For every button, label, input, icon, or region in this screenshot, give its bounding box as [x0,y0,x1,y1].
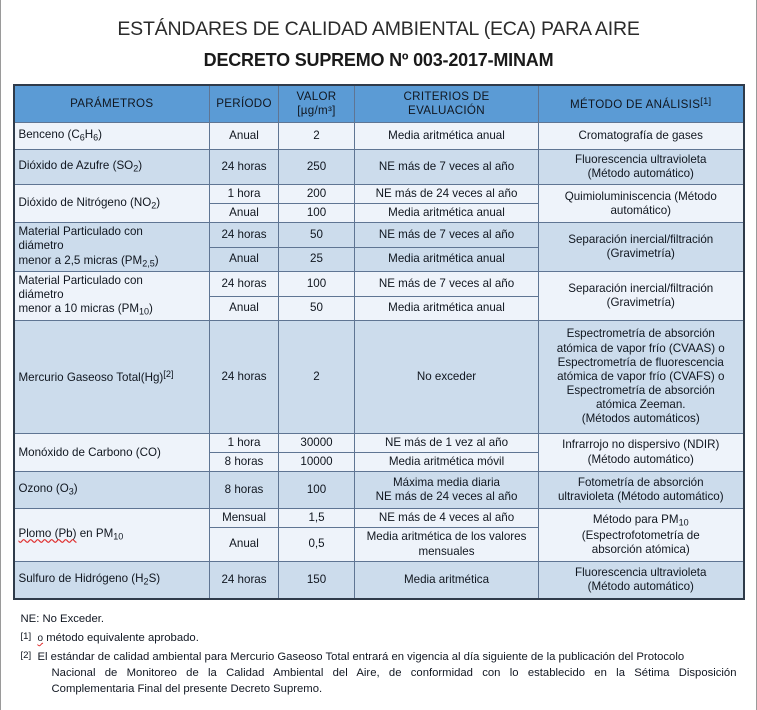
cell-method [539,472,744,509]
cell-method [539,561,744,599]
cell-value: 10000 [279,453,355,472]
param-line3-post: ) [154,253,159,267]
param-sub: 10 [138,306,150,317]
method-line2: (Método automático) [587,452,694,466]
cell-criteria: NE más de 7 veces al año [355,272,539,296]
table-row [14,433,744,452]
param-text: Mercurio Gaseoso Total(Hg) [18,370,164,384]
param-line1: Material Particulado con [18,225,143,239]
cell-criteria: No exceder [355,320,539,433]
footnote-1-misspelled-o: o [37,633,44,645]
cell-parameter [14,509,210,561]
param-sub: 6 [79,132,85,143]
cell-parameter [14,320,210,433]
cell-parameter: Monóxido de Carbono (CO) [14,433,210,471]
method-line2: (Método automático) [587,579,694,593]
param-line1: Material Particulado con [18,274,143,288]
cell-method [539,433,744,471]
method-line2: ultravioleta (Método automático) [557,490,724,504]
cell-method [539,223,744,272]
cell-parameter [14,561,210,599]
table-row [14,509,744,528]
param-line2: diámetro [18,288,64,302]
cell-criteria: NE más de 24 veces al año [355,185,539,204]
footnote-2-line2: Nacional de Monitoreo de la Calidad Ambiental del Aire, de conformidad con lo establecido en la Sétima Disposición [51,666,737,679]
table-row [14,472,744,509]
cell-method [539,150,744,185]
cell-value: 2 [279,123,355,150]
footnote-1-marker: [1] [20,631,32,643]
param-sub: 2,5 [142,258,155,269]
cell-parameter [14,185,210,223]
cell-parameter [14,472,210,509]
criterios-line2: EVALUACIÓN [408,104,485,117]
document-titles [1,0,756,71]
criteria-line1: Máxima media diaria [393,476,500,490]
cell-period: Anual [210,528,279,561]
table-row [14,320,744,433]
cell-parameter [14,223,210,272]
param-sub: 3 [68,487,74,497]
param-post: ) [138,159,143,173]
method-line2: (Espectrofotometría de [581,528,700,542]
cell-value: 50 [279,296,355,320]
method-line2: (Método automático) [587,167,694,180]
method-line1: Separación inercial/filtración [568,281,714,295]
page-title: ESTÁNDARES DE CALIDAD AMBIENTAL (ECA) PARA AIRE [117,18,640,40]
cell-value: 200 [279,185,355,204]
cell-method [539,509,744,561]
footnote-2 [21,649,737,698]
cell-criteria: Media aritmética anual [355,204,539,223]
cell-criteria: Media aritmética anual [355,123,539,150]
cell-parameter [14,272,210,321]
cell-criteria: Media aritmética anual [355,296,539,320]
cell-criteria: Media aritmética [355,561,539,599]
param-line3: menor a 10 micras (PM [18,302,139,316]
cell-value: 250 [279,150,355,185]
cell-value: 30000 [279,433,355,452]
cell-criteria: NE más de 7 veces al año [355,223,539,247]
method-line1: Fluorescencia ultravioleta [575,565,707,579]
table-row [14,123,744,150]
cell-method [539,272,744,321]
footnote-2-line3: Complementaria Final del presente Decreto Supremo. [51,683,323,696]
criteria-line1: Media aritmética de los valores [366,530,527,544]
param-line2: diámetro [18,239,64,253]
method-line1: Fluorescencia ultravioleta [575,152,707,166]
method-line1: Infrarrojo no dispersivo (NDIR) [562,438,720,452]
param-post: ) [98,128,103,142]
param-line3: menor a 2,5 micras (PM [18,253,143,267]
param-text: Ozono (O [18,482,69,496]
method-line1: Fotometría de absorción [577,476,704,490]
param-post: ) [73,482,78,496]
method-line1: Espectrometría de absorción [566,327,715,341]
footnotes [21,611,737,698]
cell-criteria: NE más de 1 vez al año [355,433,539,452]
method-line1: Quimioluminiscencia (Método [564,189,717,203]
cell-criteria: Media aritmética móvil [355,453,539,472]
cell-value: 25 [279,247,355,271]
cell-method [539,185,744,223]
method-line2: (Gravimetría) [606,296,675,310]
note-ne: NE: No Exceder. [20,612,105,625]
cell-period: 1 hora [210,185,279,204]
param-footnote-ref: [2] [163,368,174,379]
footnote-1 [21,630,737,647]
param-sub: 2 [151,200,157,211]
cell-value: 2 [279,320,355,433]
param-sub: 10 [113,531,124,542]
param-text-misspelled: Plomo (Pb) [18,527,77,541]
cell-value: 100 [279,472,355,509]
cell-criteria [355,528,539,561]
cell-period: Mensual [210,509,279,528]
table-row [14,272,744,296]
cell-method [539,320,744,433]
column-header-periodo: PERÍODO [210,85,279,123]
cell-period: 8 horas [210,453,279,472]
valor-units: [µg/m³] [297,104,336,117]
method-line2: automático) [610,203,672,217]
param-post: ) [156,195,161,209]
method-line3: absorción atómica) [591,542,690,556]
cell-value: 100 [279,272,355,296]
cell-criteria: Media aritmética anual [355,247,539,271]
param-text: Sulfuro de Hidrógeno (H [18,571,144,585]
column-header-metodo [539,85,744,123]
method-line3: Espectrometría de fluorescencia [557,355,724,369]
cell-value: 1,5 [279,509,355,528]
param-post: S) [148,571,161,585]
method-line1: Método para PM [592,513,679,527]
eca-standards-table [13,84,745,600]
param-sub: 2 [133,163,139,174]
method-line7: (Métodos automáticos) [581,412,700,426]
footnote-1-text: método equivalente aprobado. [46,632,199,645]
footnote-2-line1: El estándar de calidad ambiental para Mercurio Gaseoso Total entrará en vigencia al día siguiente de la publicación del Protocolo [37,650,685,663]
footnote-2-body [38,649,737,698]
cell-period: Anual [210,296,279,320]
column-header-valor [279,85,355,123]
table-row [14,185,744,204]
cell-period: Anual [210,247,279,271]
cell-criteria: NE más de 7 veces al año [355,150,539,185]
metodo-label: MÉTODO DE ANÁLISIS [570,97,701,111]
cell-parameter [14,123,210,150]
method-sub: 10 [678,517,689,528]
method-line5: Espectrometría de absorción [566,384,715,398]
cell-method: Cromatografía de gases [539,123,744,150]
cell-period: 1 hora [210,433,279,452]
param-text: Dióxido de Nitrógeno (NO [18,195,152,209]
metodo-footnote-ref: [1] [700,95,712,106]
cell-parameter [14,150,210,185]
cell-period: Anual [210,204,279,223]
cell-value: 150 [279,561,355,599]
method-line2: (Gravimetría) [606,247,675,261]
cell-period: 24 horas [210,561,279,599]
page-subtitle: DECRETO SUPREMO Nº 003-2017-MINAM [203,50,554,70]
table-header-row [14,85,744,123]
cell-period: 8 horas [210,472,279,509]
table-row [14,561,744,599]
param-sub2: 6 [93,132,99,143]
param-sub: 2 [143,576,149,587]
cell-period: 24 horas [210,223,279,247]
cell-period: 24 horas [210,272,279,296]
cell-value: 50 [279,223,355,247]
table-row [14,150,744,185]
column-header-criterios [355,85,539,123]
criteria-line2: NE más de 24 veces al año [375,490,518,504]
valor-label: VALOR [296,89,337,103]
param-line3-post: ) [149,302,153,316]
param-mid: H [84,128,94,142]
cell-period: 24 horas [210,320,279,433]
criteria-line2: mensuales [418,544,475,558]
footnote-1-body [38,630,737,647]
method-line4: atómica de vapor frío (CVAFS) o [557,369,725,383]
cell-value: 0,5 [279,528,355,561]
table-row [14,223,744,247]
param-mid: en PM [76,527,114,541]
column-header-parametros: PARÁMETROS [14,85,210,123]
cell-criteria [355,472,539,509]
param-text: Dióxido de Azufre (SO [18,159,134,173]
param-text: Benceno (C [18,128,80,142]
cell-value: 100 [279,204,355,223]
criterios-line1: CRITERIOS DE [403,89,490,103]
method-line6: atómica Zeeman. [595,398,686,412]
method-line2: atómica de vapor frío (CVAAS) o [556,341,725,355]
method-line1: Separación inercial/filtración [568,233,714,247]
cell-period: 24 horas [210,150,279,185]
cell-period: Anual [210,123,279,150]
footnote-2-marker: [2] [20,649,32,661]
cell-criteria: NE más de 4 veces al año [355,509,539,528]
